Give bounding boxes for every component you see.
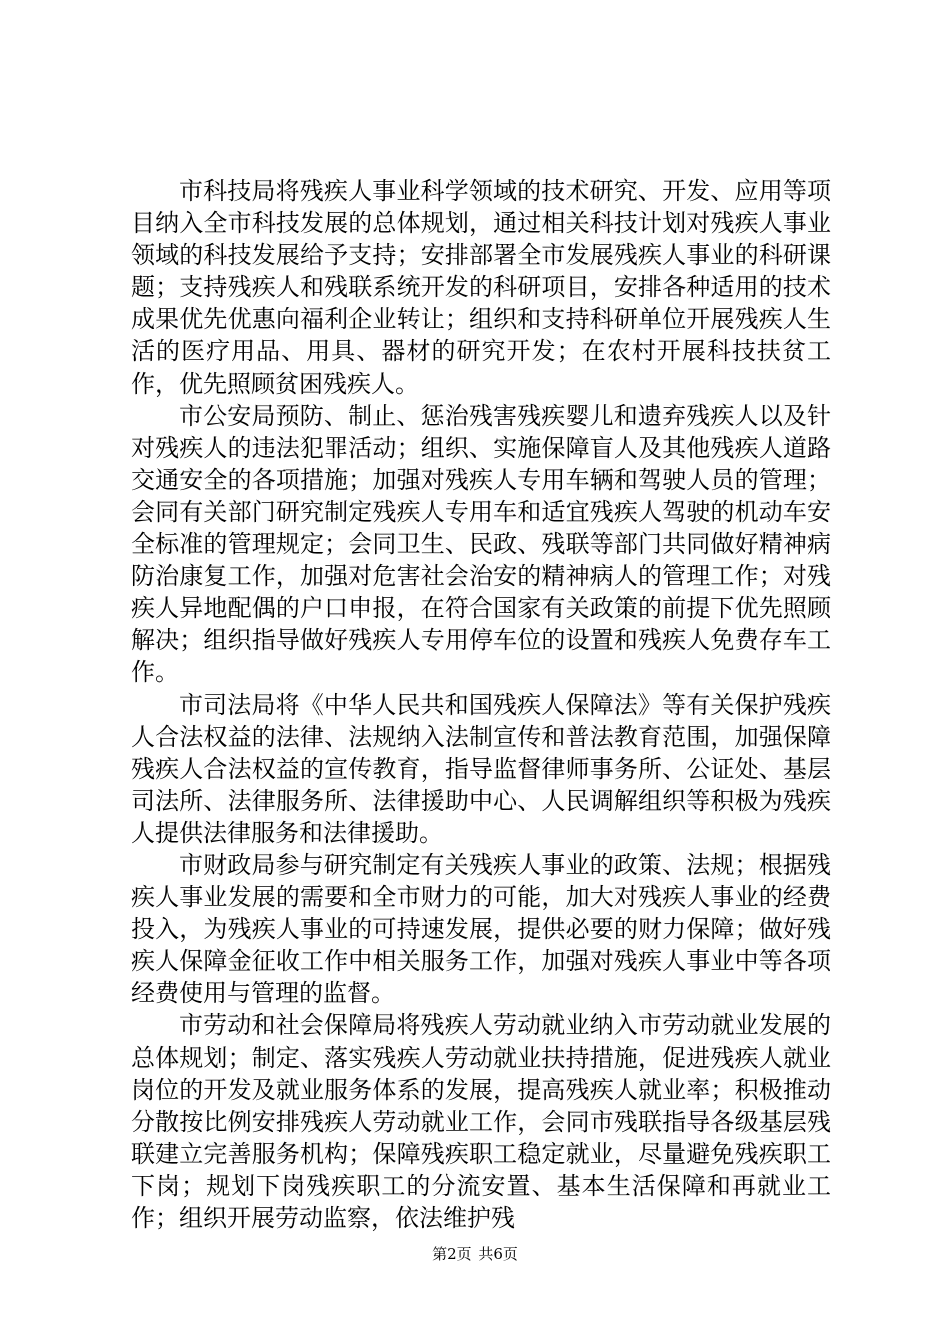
paragraph-finance-bureau: 市财政局参与研究制定有关残疾人事业的政策、法规；根据残疾人事业发展的需要和全市财力的可能，加大对残疾人事业的经费投入，为残疾人事业的可持速发展，提供必要的财力保障；做好残疾人保障金征收工作中相关服务工作，加强对残疾人事业中等各项经费使用与管理的监督。 — [131, 850, 831, 1008]
document-body — [131, 175, 831, 1234]
paragraph-public-security-bureau: 市公安局预防、制止、惩治残害残疾婴儿和遗弃残疾人以及针对残疾人的违法犯罪活动；组织、实施保障盲人及其他残疾人道路交通安全的各项措施；加强对残疾人专用车辆和驾驶人员的管理；会同有关部门研究制定残疾人专用车和适宜残疾人驾驶的机动车安全标准的管理规定；会同卫生、民政、残联等部门共同做好精神病防治康复工作，加强对危害社会治安的精神病人的管理工作；对残疾人异地配偶的户口申报，在符合国家有关政策的前提下优先照顾解决；组织指导做好残疾人专用停车位的设置和残疾人免费存车工作。 — [131, 401, 831, 687]
paragraph-justice-bureau: 市司法局将《中华人民共和国残疾人保障法》等有关保护残疾人合法权益的法律、法规纳入法制宣传和普法教育范围，加强保障残疾人合法权益的宣传教育，指导监督律师事务所、公证处、基层司法所、法律服务所、法律援助中心、人民调解组织等积极为残疾人提供法律服务和法律援助。 — [131, 690, 831, 847]
paragraph-science-bureau: 市科技局将残疾人事业科学领域的技术研究、开发、应用等项目纳入全市科技发展的总体规划，通过相关科技计划对残疾人事业领域的科技发展给予支持；安排部署全市发展残疾人事业的科研课题；支持残疾人和残联系统开发的科研项目，安排各种适用的技术成果优先优惠向福利企业转让；组织和支持科研单位开展残疾人生活的医疗用品、用具、器材的研究开发；在农村开展科技扶贫工作，优先照顾贫困残疾人。 — [131, 177, 831, 398]
paragraph-labor-bureau: 市劳动和社会保障局将残疾人劳动就业纳入市劳动就业发展的总体规划；制定、落实残疾人劳动就业扶持措施，促进残疾人就业岗位的开发及就业服务体系的发展，提高残疾人就业率；积极推动分散按比例安排残疾人劳动就业工作，会同市残联指导各级基层残联建立完善服务机构；保障残疾职工稳定就业，尽量避免残疾职工下岗；规划下岗残疾职工的分流安置、基本生活保障和再就业工作；组织开展劳动监察，依法维护残 — [131, 1011, 831, 1232]
page-total: 共6页 — [478, 1245, 518, 1263]
page-number: 第2页 — [432, 1245, 472, 1263]
page-footer — [0, 1244, 950, 1264]
